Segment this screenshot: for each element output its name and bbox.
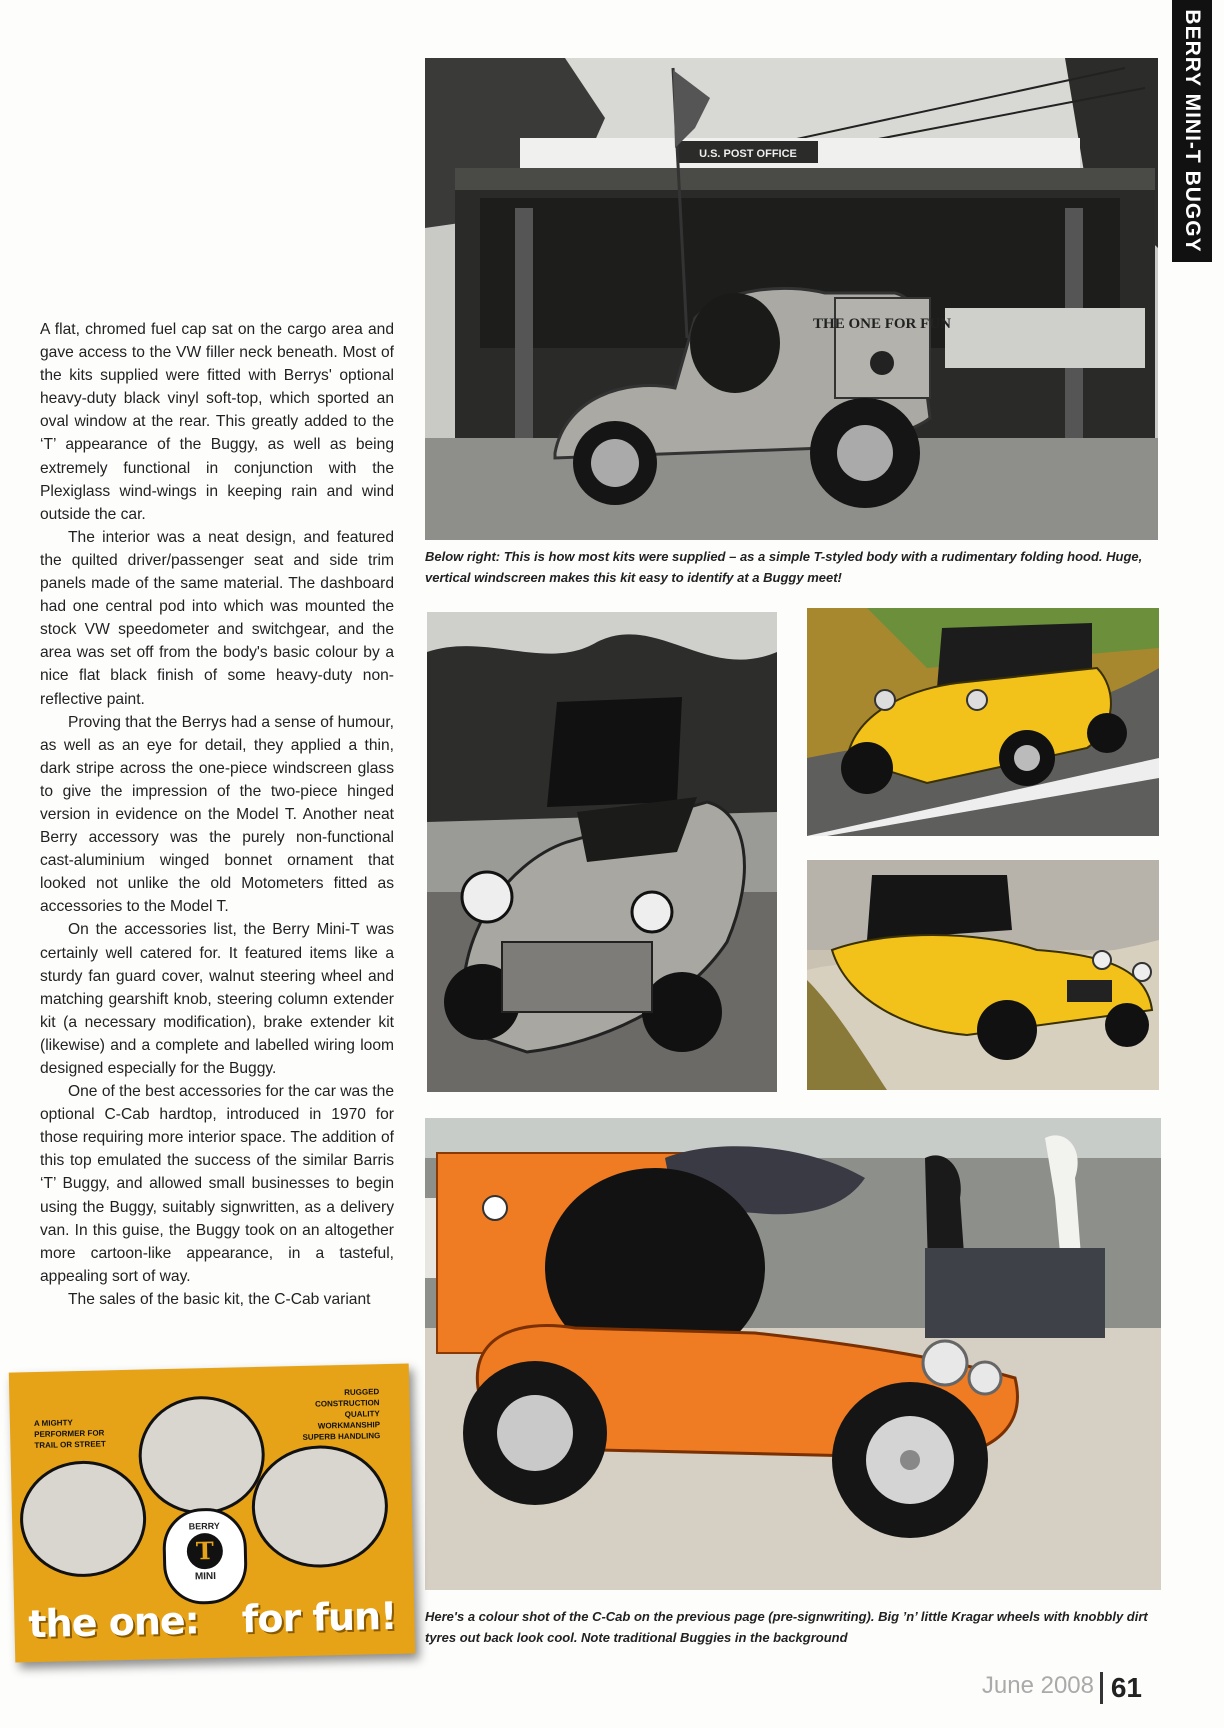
badge-brand: BERRY	[188, 1520, 220, 1532]
post-office-sign-text: U.S. POST OFFICE	[699, 148, 797, 160]
badge-logo: T	[186, 1533, 223, 1570]
orange-c-cab-illustration	[425, 1118, 1161, 1590]
paragraph: The sales of the basic kit, the C-Cab variant	[68, 1290, 371, 1308]
issue-date: June 2008	[981, 1672, 1094, 1699]
ad-photo-circle	[19, 1460, 148, 1579]
ad-slogan-right: for fun!	[241, 1593, 397, 1642]
paragraph: One of the best accessories for the car was the optional C-Cab hardtop, introduced in 1970 for those requiring more interior space. The addition of this top emulated the success of the similar Barris ‘T’ Buggy, and allowed small businesses to begin using the Buggy, suitably signwritten, as a delivery van. In this guise, the Buggy took on an altogether more cartoon-like appearance, in a tasteful, appealing sort of way.	[40, 1083, 394, 1285]
paragraph: Proving that the Berrys had a sense of humour, as well as an eye for detail, they applied a thin, dark stripe across the one-piece windscreen glass to give the impression of the two-piece hinged version in evidence on the Model T. Another neat Berry accessory was the purely non-functional cast-aluminium winged bonnet ornament that looked not unlike the old Motometers fitted as accessories to the Model T.	[40, 713, 394, 916]
photo-yellow-buggy-dunes	[807, 860, 1159, 1090]
article-body	[40, 318, 394, 1311]
section-tab-label: BERRY MINI-T BUGGY	[1181, 9, 1204, 253]
ad-tagline-left: A MIGHTY PERFORMER FOR TRAIL OR STREET	[33, 1418, 106, 1451]
badge-model: MINI	[194, 1570, 217, 1583]
paragraph: The interior was a neat design, and featured the quilted driver/passenger seat and side trim panels made of the same material. The dashboard had one central pod into which was mounted the stock VW speedometer and switchgear, and the area was set off from the body's basic colour by a nice flat black finish of some heavy-duty non-reflective paint.	[40, 528, 394, 708]
bw-buggy-illustration	[427, 612, 777, 1092]
ad-slogan-left: the one:	[27, 1598, 200, 1647]
vintage-advertisement	[9, 1363, 415, 1662]
van-side-text: THE ONE FOR FUN	[813, 316, 951, 332]
photo-yellow-buggy-road	[807, 608, 1159, 836]
post-office-illustration	[425, 58, 1158, 540]
caption-bottom: Here's a colour shot of the C-Cab on the previous page (pre-signwriting). Big ’n’ little Kragar wheels with knobbly dirt tyres out back look cool. Note traditional Buggies in the background	[425, 1609, 1148, 1645]
photo-post-office	[425, 58, 1158, 540]
photo-bw-buggy	[427, 612, 777, 1092]
ad-photo-circle	[137, 1395, 266, 1516]
paragraph: On the accessories list, the Berry Mini-T was certainly well catered for. It featured items like a sturdy fan guard cover, walnut steering wheel and matching gearshift knob, steering column extender kit (a necessary modification), brake extender kit (likewise) and a complete and labelled wiring loom designed especially for the Buggy.	[40, 921, 394, 1077]
section-tab	[1172, 0, 1212, 262]
ad-tagline-right: RUGGED CONSTRUCTION QUALITY WORKMANSHIP SUPERB HANDLING	[302, 1387, 381, 1442]
yellow-buggy-road-illustration	[807, 608, 1159, 836]
ad-photo-circle	[251, 1444, 390, 1569]
berry-mini-t-badge	[162, 1507, 248, 1605]
page-number: 61	[1100, 1672, 1142, 1704]
yellow-buggy-dunes-illustration	[807, 860, 1159, 1090]
photo-orange-c-cab	[425, 1118, 1161, 1590]
paragraph: A flat, chromed fuel cap sat on the cargo area and gave access to the VW filler neck beneath. Most of the kits supplied were fitted with Berrys' optional heavy-duty black vinyl soft-top, which sported an oval window at the rear. This greatly added to the ‘T’ appearance of the Buggy, as well as being extremely functional in conjunction with the Plexiglass wind-wings in keeping rain and wind outside the car.	[40, 321, 394, 523]
caption-top: Below right: This is how most kits were supplied – as a simple T-styled body with a rudimentary folding hood. Huge, vertical windscreen makes this kit easy to identify at a Buggy meet!	[425, 549, 1143, 585]
